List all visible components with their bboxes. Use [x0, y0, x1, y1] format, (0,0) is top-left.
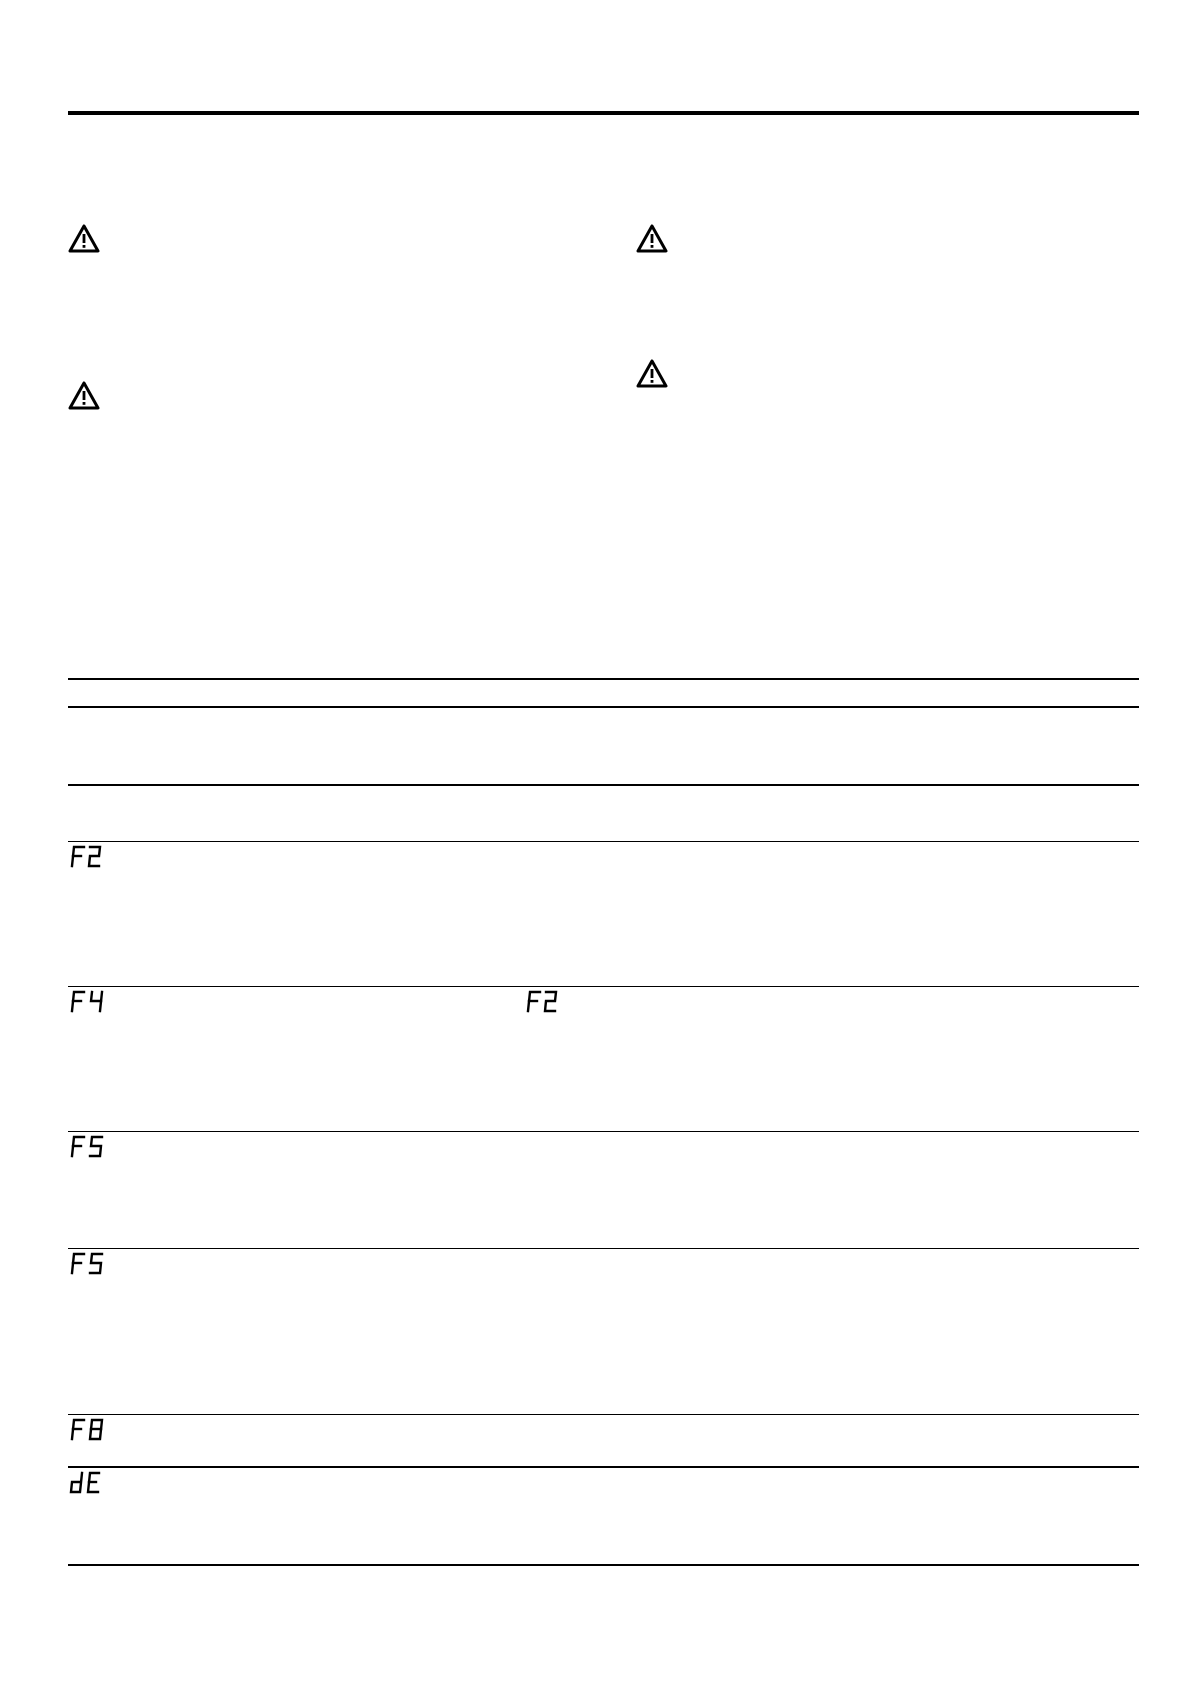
table-row	[68, 987, 1139, 1132]
warning-triangle-icon	[636, 224, 668, 254]
warning-triangle-icon	[636, 359, 668, 389]
table-row	[68, 1467, 1139, 1565]
display-code-f8	[68, 1417, 108, 1441]
display-code-f2	[524, 989, 564, 1013]
table-row	[68, 1132, 1139, 1249]
table-row	[68, 842, 1139, 987]
warning-triangle-icon	[68, 224, 100, 254]
header-rule	[68, 111, 1139, 115]
display-code-de	[68, 1470, 108, 1494]
table-header-row	[68, 679, 1139, 707]
warning-triangle-icon	[68, 381, 100, 411]
display-code-f2	[68, 844, 108, 868]
display-code-f5	[68, 1251, 108, 1275]
display-code-f5	[68, 1134, 108, 1158]
table-subheader-row	[68, 785, 1139, 842]
display-code-f4	[68, 989, 108, 1013]
table-subheader-row	[68, 707, 1139, 785]
table-row	[68, 1249, 1139, 1415]
table-row	[68, 1415, 1139, 1467]
fault-code-table	[68, 678, 1139, 1566]
